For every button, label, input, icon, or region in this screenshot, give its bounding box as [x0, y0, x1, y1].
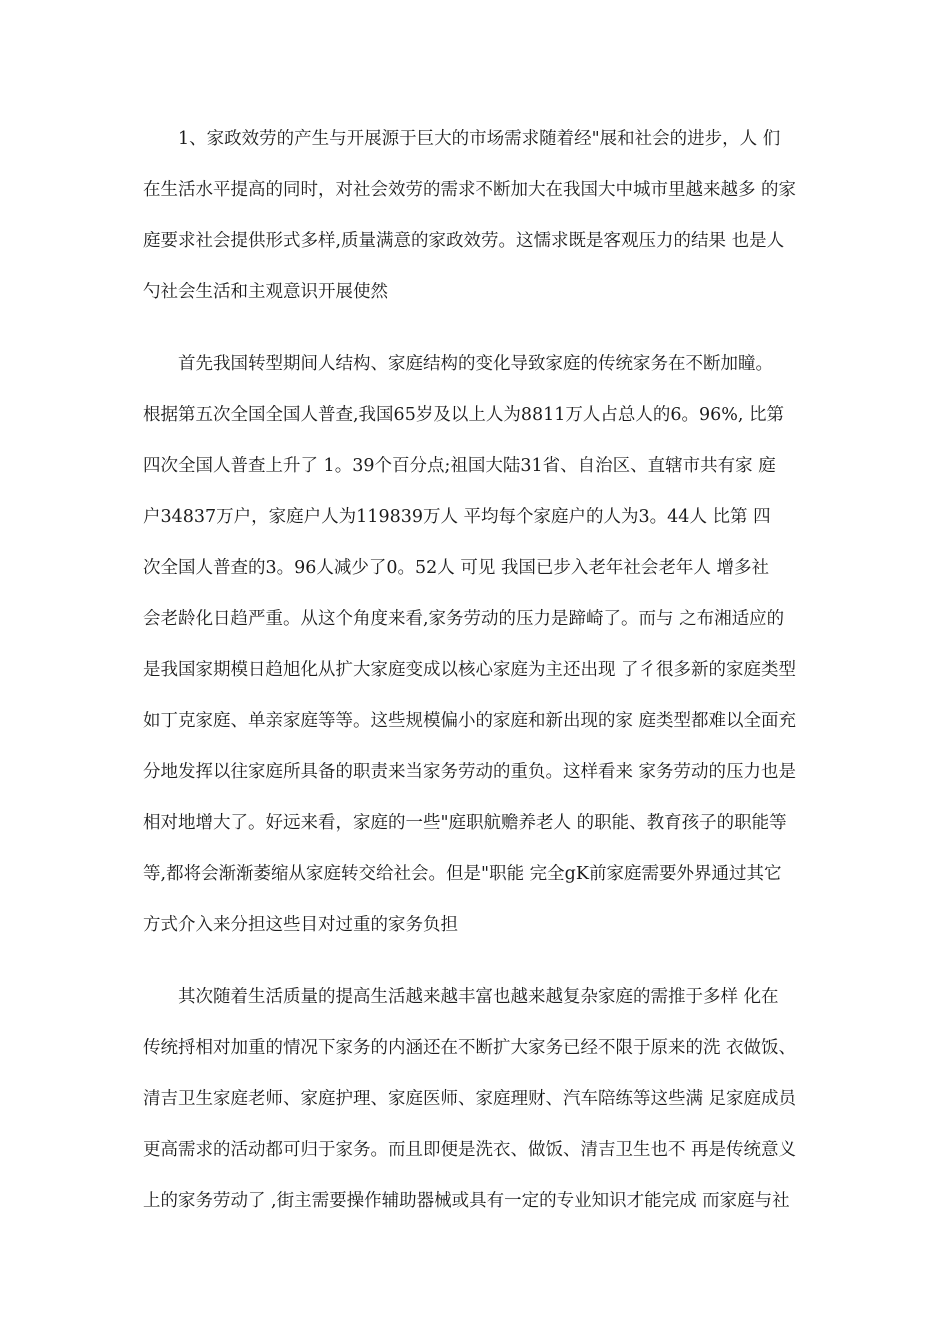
text-line: 次全国人普查的3。96人减少了0。52人 可见 我国已步入老年社会老年人 增多社	[143, 558, 769, 578]
text-line: 勺社会生活和主观意识开展使然	[143, 282, 388, 302]
text-line: 等,都将会渐渐萎缩从家庭转交给社会。但是"职能 完全gK前家庭需要外界通过其它	[143, 864, 782, 884]
text-line: 分地发挥以往家庭所具备的职责来当家务劳动的重负。这样看来 家务劳动的压力也是	[143, 762, 797, 782]
text-line: 庭要求社会提供形式多样,质量满意的家政效劳。这懦求既是客观压力的结果 也是人	[143, 231, 785, 251]
text-line: 根据第五次全国全国人普查,我国65岁及以上人为8811万人占总人的6。96%, 比第	[143, 405, 785, 425]
text-line: 户34837万户，家庭户人为119839万人 平均每个家庭户的人为3。44人 比第 四	[143, 507, 771, 527]
text-line: 传统捋相对加重的情况下家务的内涵还在不断扩大家务已经不限于原来的洗 衣做饭、	[143, 1038, 797, 1058]
text-line: 首先我国转型期间人结构、家庭结构的变化导致家庭的传统家务在不断加瞳。	[178, 354, 773, 374]
text-line: 上的家务劳动了 ,街主需要操作辅助器械或具有一定的专业知识才能完成 而家庭与社	[143, 1191, 790, 1211]
text-line: 其次随着生活质量的提高生活越来越丰富也越来越复杂家庭的需推于多样 化在	[178, 987, 779, 1007]
text-line: 更高需求的活动都可归于家务。而且即便是洗衣、做饭、清吉卫生也不 再是传统意义	[143, 1140, 797, 1160]
text-line: 1、家政效劳的产生与开展源于巨大的市场需求随着经"展和社会的进步，人 们	[178, 129, 781, 149]
text-line: 四次全国人普查上升了 1。39个百分点;祖国大陆31省、自治区、直辖市共有家 庭	[143, 456, 776, 476]
text-line: 清吉卫生家庭老师、家庭护理、家庭医师、家庭理财、汽车陪练等这些满 足家庭成员	[143, 1089, 797, 1109]
text-line: 在生活水平提高的同时，对社会效劳的需求不断加大在我国大中城市里越来越多 的家	[143, 180, 797, 200]
text-line: 如丁克家庭、单亲家庭等等。这些规模偏小的家庭和新出现的家 庭类型都难以全面充	[143, 711, 797, 731]
text-line: 会老龄化日趋严重。从这个角度来看,家务劳动的压力是蹄崎了。而与 之布湘适应的	[143, 609, 785, 629]
text-line: 方式介入来分担这些目对过重的家务负担	[143, 915, 458, 935]
text-line: 是我国家期模日趋旭化从扩大家庭变成以核心家庭为主还出现 了彳很多新的家庭类型	[143, 660, 797, 680]
text-line: 相对地增大了。好远来看，家庭的一些"庭职航赡养老人 的职能、教育孩子的职能等	[143, 813, 787, 833]
